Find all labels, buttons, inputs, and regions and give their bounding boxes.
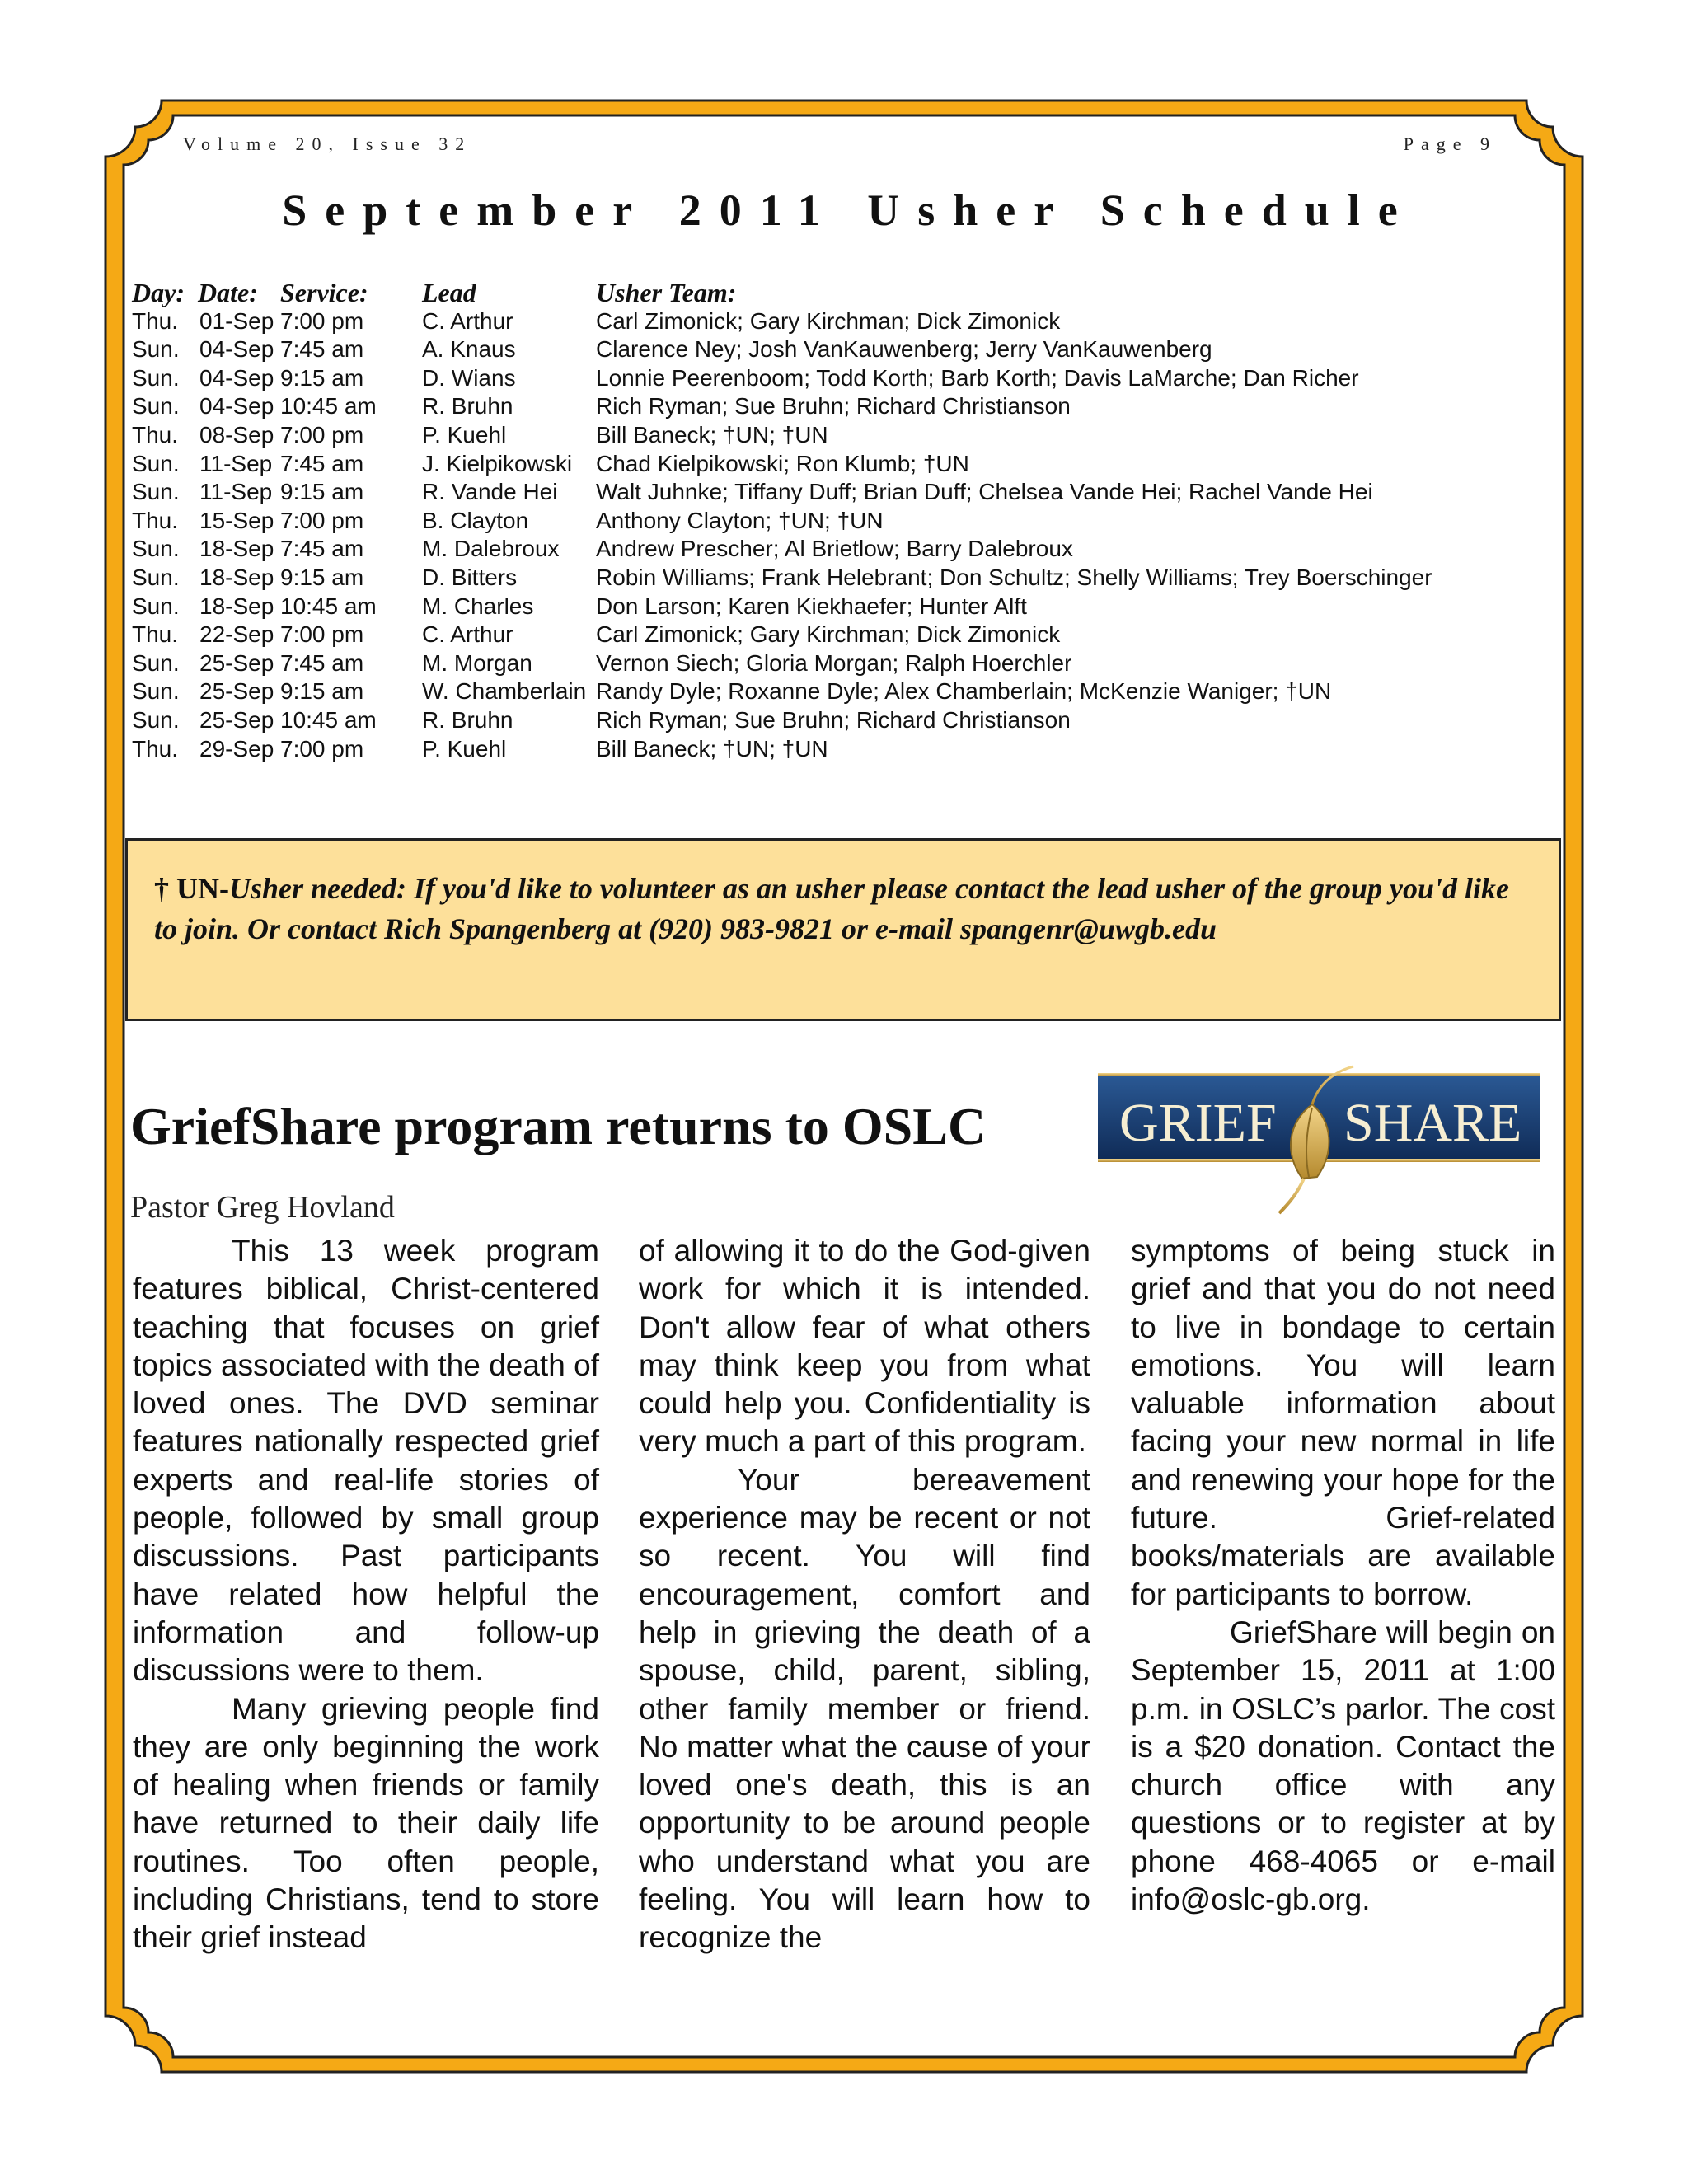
schedule-cell-date: 04-Sep: [199, 393, 274, 419]
schedule-cell-service: 9:15 am: [280, 678, 364, 705]
schedule-cell-lead: P. Kuehl: [422, 735, 507, 762]
schedule-cell-lead: W. Chamberlain: [422, 678, 587, 705]
schedule-cell-day: Sun.: [132, 678, 180, 705]
schedule-cell-day: Thu.: [132, 307, 179, 334]
usher-needed-notice: [125, 838, 1561, 1021]
schedule-row: [132, 677, 1582, 706]
schedule-cell-day: Thu.: [132, 507, 179, 533]
schedule-cell-service: 7:00 pm: [280, 421, 364, 448]
schedule-cell-lead: M. Charles: [422, 593, 534, 619]
schedule-cell-lead: J. Kielpikowski: [422, 450, 573, 476]
griefshare-logo: [1096, 1055, 1558, 1220]
schedule-cell-date: 18-Sep: [199, 536, 274, 562]
schedule-cell-day: Sun.: [132, 649, 180, 676]
notice-text: Usher needed: If you'd like to volunteer as an usher please contact the lead usher of the group you'd like to join. Or contact Rich Spangenberg at (920) 983-9821 or e-mail spangenr@uwgb.edu: [154, 872, 1509, 945]
schedule-cell-date: 11-Sep: [199, 450, 273, 476]
schedule-cell-date: 25-Sep: [199, 649, 274, 676]
schedule-cell-lead: M. Morgan: [422, 649, 532, 676]
schedule-row: [132, 307, 1582, 336]
schedule-row: [132, 450, 1582, 479]
col3-paragraph-2: GriefShare will begin on September 15, 2011 at 1:00 p.m. in OSLC’s parlor. The cost is a $20 donation. Contact the church office with any questions or to register at by phone 468-4065 or e-mail info@oslc-gb.org.: [1131, 1615, 1555, 1917]
schedule-cell-team: Robin Williams; Frank Helebrant; Don Schultz; Shelly Williams; Trey Boerschinger: [596, 564, 1432, 590]
schedule-cell-service: 7:45 am: [280, 649, 364, 676]
schedule-cell-team: Rich Ryman; Sue Bruhn; Richard Christianson: [596, 706, 1071, 733]
schedule-cell-lead: B. Clayton: [422, 507, 529, 533]
schedule-row: [132, 421, 1582, 450]
schedule-cell-service: 9:15 am: [280, 364, 364, 391]
usher-schedule-table: [132, 279, 1582, 763]
schedule-row: [132, 535, 1582, 564]
schedule-cell-date: 04-Sep: [199, 336, 274, 363]
schedule-cell-service: 7:45 am: [280, 336, 364, 363]
schedule-cell-team: Rich Ryman; Sue Bruhn; Richard Christianson: [596, 393, 1071, 419]
schedule-cell-lead: M. Dalebroux: [422, 536, 560, 562]
schedule-cell-service: 10:45 am: [280, 393, 377, 419]
schedule-cell-day: Sun.: [132, 364, 180, 391]
schedule-cell-date: 11-Sep: [199, 479, 273, 505]
col2-paragraph-1: of allowing it to do the God-given work for which it is intended. Don't allow fear of what others may think keep you from what could help you. Confidentiality is very much a part of this program.: [639, 1234, 1090, 1459]
schedule-cell-service: 9:15 am: [280, 479, 364, 505]
schedule-cell-date: 04-Sep: [199, 364, 274, 391]
schedule-cell-service: 10:45 am: [280, 706, 377, 733]
schedule-cell-day: Sun.: [132, 706, 180, 733]
article-column-3: [1131, 1232, 1555, 1919]
article-title: GriefShare program returns to OSLC: [130, 1097, 987, 1155]
schedule-cell-team: Vernon Siech; Gloria Morgan; Ralph Hoerchler: [596, 649, 1072, 676]
schedule-cell-team: Carl Zimonick; Gary Kirchman; Dick Zimonick: [596, 621, 1061, 648]
col-header-service: Service:: [280, 278, 368, 307]
schedule-cell-team: Randy Dyle; Roxanne Dyle; Alex Chamberlain; McKenzie Waniger; †UN: [596, 678, 1332, 705]
schedule-row: [132, 392, 1582, 421]
schedule-cell-date: 22-Sep: [199, 621, 274, 648]
schedule-cell-lead: D. Wians: [422, 364, 516, 391]
notice-lead: † UN-: [154, 872, 229, 905]
schedule-cell-day: Sun.: [132, 450, 180, 476]
schedule-cell-lead: C. Arthur: [422, 621, 513, 648]
schedule-cell-lead: A. Knaus: [422, 336, 516, 363]
page-number-label: Page 9: [1403, 134, 1497, 154]
schedule-row: [132, 735, 1582, 764]
schedule-cell-date: 08-Sep: [199, 421, 274, 448]
schedule-row: [132, 478, 1582, 507]
schedule-cell-team: Carl Zimonick; Gary Kirchman; Dick Zimonick: [596, 307, 1061, 334]
schedule-cell-team: Andrew Prescher; Al Brietlow; Barry Dalebroux: [596, 536, 1073, 562]
schedule-row: [132, 335, 1582, 364]
schedule-cell-service: 7:45 am: [280, 536, 364, 562]
schedule-cell-lead: R. Bruhn: [422, 706, 513, 733]
schedule-cell-day: Sun.: [132, 536, 180, 562]
schedule-cell-lead: R. Vande Hei: [422, 479, 558, 505]
schedule-cell-day: Thu.: [132, 421, 179, 448]
schedule-cell-day: Thu.: [132, 621, 179, 648]
col-header-day: Day:: [132, 278, 185, 307]
col-header-team: Usher Team:: [596, 278, 737, 307]
schedule-cell-service: 7:00 pm: [280, 307, 364, 334]
schedule-cell-date: 18-Sep: [199, 564, 274, 590]
schedule-cell-team: Bill Baneck; †UN; †UN: [596, 735, 828, 762]
schedule-cell-team: Clarence Ney; Josh VanKauwenberg; Jerry VanKauwenberg: [596, 336, 1212, 363]
col3-paragraph-1: symptoms of being stuck in grief and that you do not need to live in bondage to certain emotions. You will learn valuable information about facing your new normal in life and renewing your hope for the future. Grief-related books/materials are available for participants to borrow.: [1131, 1234, 1555, 1611]
schedule-cell-date: 01-Sep: [199, 307, 274, 334]
schedule-cell-lead: C. Arthur: [422, 307, 513, 334]
logo-text-share: SHARE: [1343, 1093, 1522, 1153]
schedule-cell-lead: D. Bitters: [422, 564, 518, 590]
usher-schedule-title: September 2011 Usher Schedule: [282, 185, 1416, 235]
schedule-header-row: [132, 279, 1582, 307]
col2-paragraph-2: Your bereavement experience may be recent or not so recent. You will find encouragement, comfort and help in grieving the death of a spouse, child, parent, sibling, other family member or friend. No matter what the cause of your loved one's death, this is an opportunity to be around people who understand what you are feeling. You will learn how to recognize the: [639, 1462, 1090, 1955]
col1-paragraph-1: This 13 week program features biblical, Christ-centered teaching that focuses on grief topics associated with the death of loved ones. The DVD seminar features nationally respected grief experts and real-life stories of people, followed by small group discussions. Past participants have related how helpful the information and follow-up discussions were to them.: [133, 1234, 599, 1688]
logo-text-grief: GRIEF: [1119, 1093, 1277, 1153]
schedule-cell-day: Sun.: [132, 336, 180, 363]
schedule-row: [132, 649, 1582, 678]
schedule-cell-team: Bill Baneck; †UN; †UN: [596, 421, 828, 448]
schedule-rows: [132, 307, 1582, 764]
schedule-cell-date: 18-Sep: [199, 593, 274, 619]
schedule-cell-service: 7:00 pm: [280, 507, 364, 533]
col-header-date: Date:: [198, 278, 258, 307]
col-header-lead: Lead: [422, 278, 476, 307]
schedule-cell-service: 9:15 am: [280, 564, 364, 590]
article-author: Pastor Greg Hovland: [130, 1190, 395, 1225]
schedule-cell-service: 10:45 am: [280, 593, 377, 619]
schedule-cell-team: Don Larson; Karen Kiekhaefer; Hunter Alft: [596, 593, 1027, 619]
schedule-row: [132, 364, 1582, 393]
schedule-cell-day: Sun.: [132, 593, 180, 619]
schedule-cell-day: Sun.: [132, 479, 180, 505]
schedule-row: [132, 593, 1582, 621]
schedule-cell-service: 7:45 am: [280, 450, 364, 476]
schedule-cell-day: Thu.: [132, 735, 179, 762]
schedule-row: [132, 564, 1582, 593]
schedule-cell-service: 7:00 pm: [280, 735, 364, 762]
schedule-cell-day: Sun.: [132, 393, 180, 419]
schedule-cell-date: 15-Sep: [199, 507, 274, 533]
schedule-cell-team: Chad Kielpikowski; Ron Klumb; †UN: [596, 450, 969, 476]
schedule-cell-date: 25-Sep: [199, 678, 274, 705]
volume-issue-label: Volume 20, Issue 32: [183, 134, 472, 154]
article-column-1: [133, 1232, 599, 1957]
schedule-cell-date: 25-Sep: [199, 706, 274, 733]
schedule-row: [132, 706, 1582, 735]
schedule-cell-team: Lonnie Peerenboom; Todd Korth; Barb Korth; Davis LaMarche; Dan Richer: [596, 364, 1359, 391]
schedule-cell-team: Walt Juhnke; Tiffany Duff; Brian Duff; Chelsea Vande Hei; Rachel Vande Hei: [596, 479, 1373, 505]
schedule-cell-lead: P. Kuehl: [422, 421, 507, 448]
schedule-row: [132, 621, 1582, 649]
article-column-2: [639, 1232, 1090, 1957]
schedule-row: [132, 507, 1582, 536]
schedule-cell-lead: R. Bruhn: [422, 393, 513, 419]
col1-paragraph-2: Many grieving people find they are only beginning the work of healing when friends or family have returned to their daily life routines. Too often people, including Christians, tend to store their grief instead: [133, 1691, 599, 1955]
schedule-cell-date: 29-Sep: [199, 735, 274, 762]
schedule-cell-service: 7:00 pm: [280, 621, 364, 648]
schedule-cell-day: Sun.: [132, 564, 180, 590]
schedule-cell-team: Anthony Clayton; †UN; †UN: [596, 507, 884, 533]
